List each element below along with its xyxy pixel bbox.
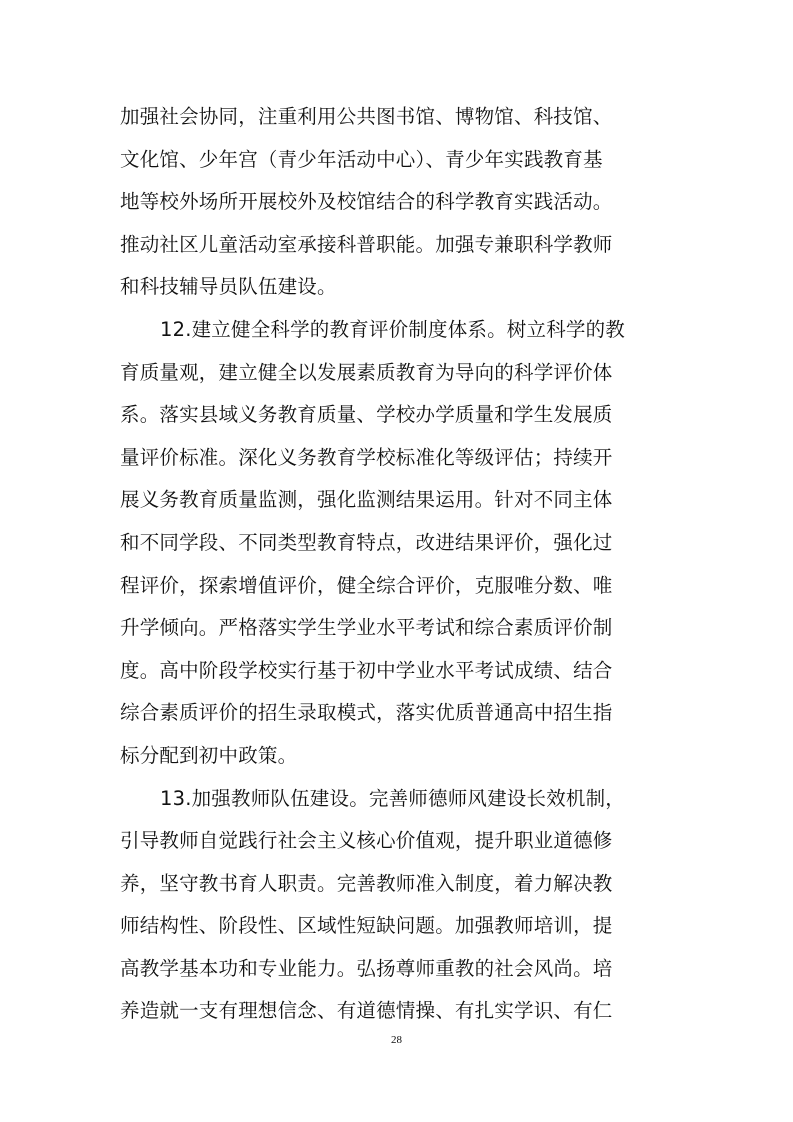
text-line: 推动社区儿童活动室承接科普职能。加强专兼职科学教师 [120,232,613,256]
text-line: 标分配到初中政策。 [120,743,298,767]
text-line: 加强社会协同，注重利用公共图书馆、博物馆、科技馆、 [120,105,613,128]
text-line: 程评价，探索增值评价，健全综合评价，克服唯分数、唯 [120,573,613,597]
document-body [120,96,680,1033]
text-line: 养，坚守教书育人职责。完善教师准入制度，着力解决教 [120,871,613,895]
text-line: 升学倾向。严格落实学生学业水平考试和综合素质评价制 [120,616,613,640]
text-line: 育质量观，建立健全以发展素质教育为导向的科学评价体 [120,360,613,384]
text-line: 量评价标准。深化义务教育学校标准化等级评估；持续开 [120,445,613,469]
section-13-heading-line: 13.加强教师队伍建设。完善师德师风建设长效机制， [160,786,626,810]
section-12-heading-line: 12.建立健全科学的教育评价制度体系。树立科学的教 [160,317,626,341]
text-line: 师结构性、阶段性、区域性短缺问题。加强教师培训，提 [120,914,613,938]
text-line: 系。落实县域义务教育质量、学校办学质量和学生发展质 [120,403,613,427]
text-line: 和科技辅导员队伍建设。 [120,275,337,299]
text-line: 和不同学段、不同类型教育特点，改进结果评价，强化过 [120,530,613,554]
text-line: 展义务教育质量监测，强化监测结果运用。针对不同主体 [120,488,613,512]
text-line: 高教学基本功和专业能力。弘扬尊师重教的社会风尚。培 [120,956,613,980]
text-line: 综合素质评价的招生录取模式，落实优质普通高中招生指 [120,701,613,725]
text-line: 度。高中阶段学校实行基于初中学业水平考试成绩、结合 [120,658,613,682]
page-number: 28 [391,1034,402,1046]
text-line: 地等校外场所开展校外及校馆结合的科学教育实践活动。 [120,190,613,214]
text-line: 养造就一支有理想信念、有道德情操、有扎实学识、有仁 [120,999,613,1023]
text-line: 文化馆、少年宫（青少年活动中心）、青少年实践教育基 [120,147,603,171]
text-line: 引导教师自觉践行社会主义核心价值观，提升职业道德修 [120,829,613,853]
